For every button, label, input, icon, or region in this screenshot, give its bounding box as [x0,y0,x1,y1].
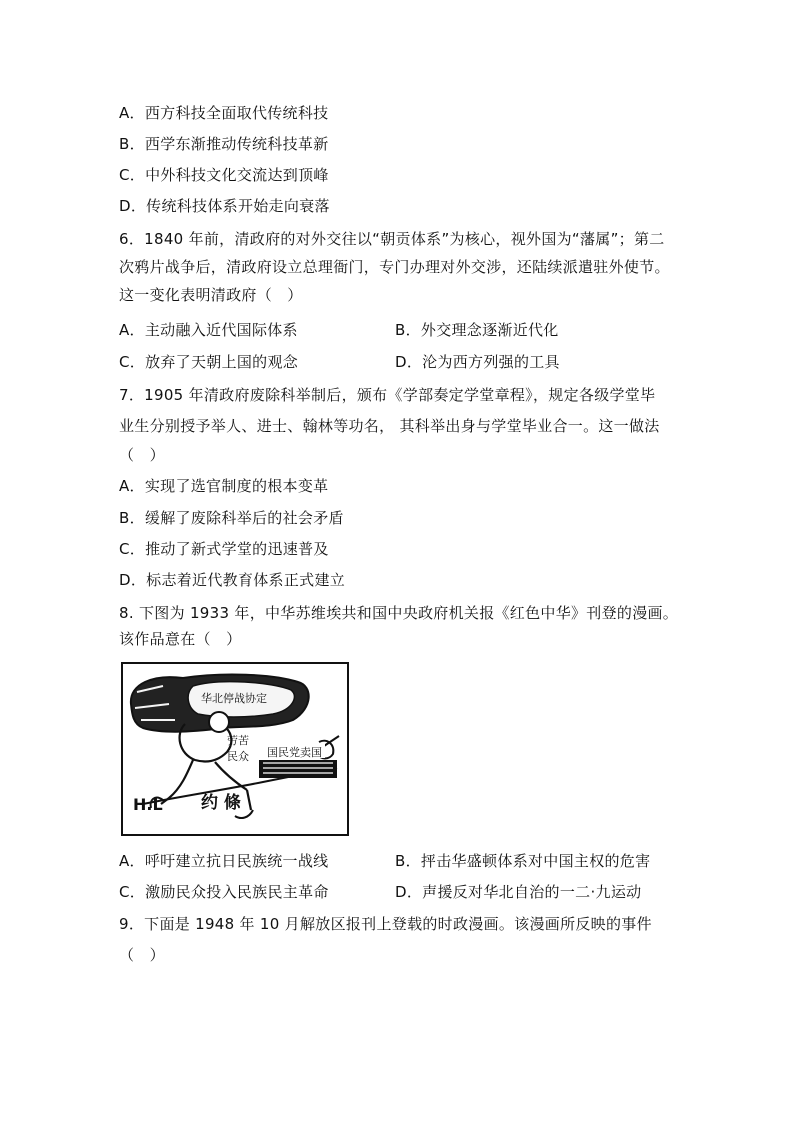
q8-option-c: C．激励民众投入民族民主革命 [119,883,329,901]
q8-stem-line1: 8. 下图为 1933 年，中华苏维埃共和国中央政府机关报《红色中华》刊登的漫画。 [119,604,679,622]
q6-option-c: C．放弃了天朝上国的观念 [119,353,299,371]
q7-option-d: D．标志着近代教育体系正式建立 [119,571,346,589]
cartoon-drawing [123,664,347,834]
q8-option-d: D．声援反对华北自治的一二·九运动 [395,883,642,901]
q7-option-b: B．缓解了废除科举后的社会矛盾 [119,509,344,527]
q6-stem-line1: 6．1840 年前，清政府的对外交往以“朝贡体系”为核心，视外国为“藩属”；第二 [119,230,665,248]
label-north-china-armistice: 华北停战协定 [201,692,267,705]
label-people-line1: 劳苦 [227,734,249,747]
q7-option-a: A．实现了选官制度的根本变革 [119,477,329,495]
q6-stem-line3: 这一变化表明清政府（ ） [119,286,303,304]
q6-stem-line2: 次鸦片战争后，清政府设立总理衙门，专门办理对外交涉，还陆续派遣驻外使节。 [119,258,670,276]
q7-stem-line1: 7．1905 年清政府废除科举制后，颁布《学部奏定学堂章程》，规定各级学堂毕 [119,386,656,404]
q6-option-d: D．沦为西方列强的工具 [395,353,560,371]
label-kmt-traitor: 国民党卖国 [267,746,322,759]
q7-option-c: C．推动了新式学堂的迅速普及 [119,540,329,558]
q5-option-d: D．传统科技体系开始走向衰落 [119,197,330,215]
q7-stem-line2: 业生分别授予举人、进士、翰林等功名， 其科举出身与学堂毕业合一。这一做法 [119,417,660,435]
q8-stem-line2: 该作品意在（ ） [119,630,242,648]
q7-stem-line3: （ ） [119,446,165,464]
q6-option-a: A．主动融入近代国际体系 [119,321,298,339]
cartoon-image [121,662,349,836]
q5-option-c: C．中外科技文化交流达到顶峰 [119,166,329,184]
q5-option-a: A．西方科技全面取代传统科技 [119,104,329,122]
q8-option-b: B．抨击华盛顿体系对中国主权的危害 [395,852,651,870]
q6-option-b: B．外交理念逐渐近代化 [395,321,559,339]
label-people-line2: 民众 [227,750,249,763]
q9-stem-line2: （ ） [119,946,165,964]
q9-stem-line1: 9．下面是 1948 年 10 月解放区报刊上登载的时政漫画。该漫画所反映的事件 [119,915,652,933]
q5-option-b: B．西学东渐推动传统科技革新 [119,135,329,153]
label-treaty: 约 條 [201,793,241,813]
q8-option-a: A．呼吁建立抗日民族统一战线 [119,852,329,870]
label-hl: H.L [133,795,163,814]
figure-head [209,712,229,732]
